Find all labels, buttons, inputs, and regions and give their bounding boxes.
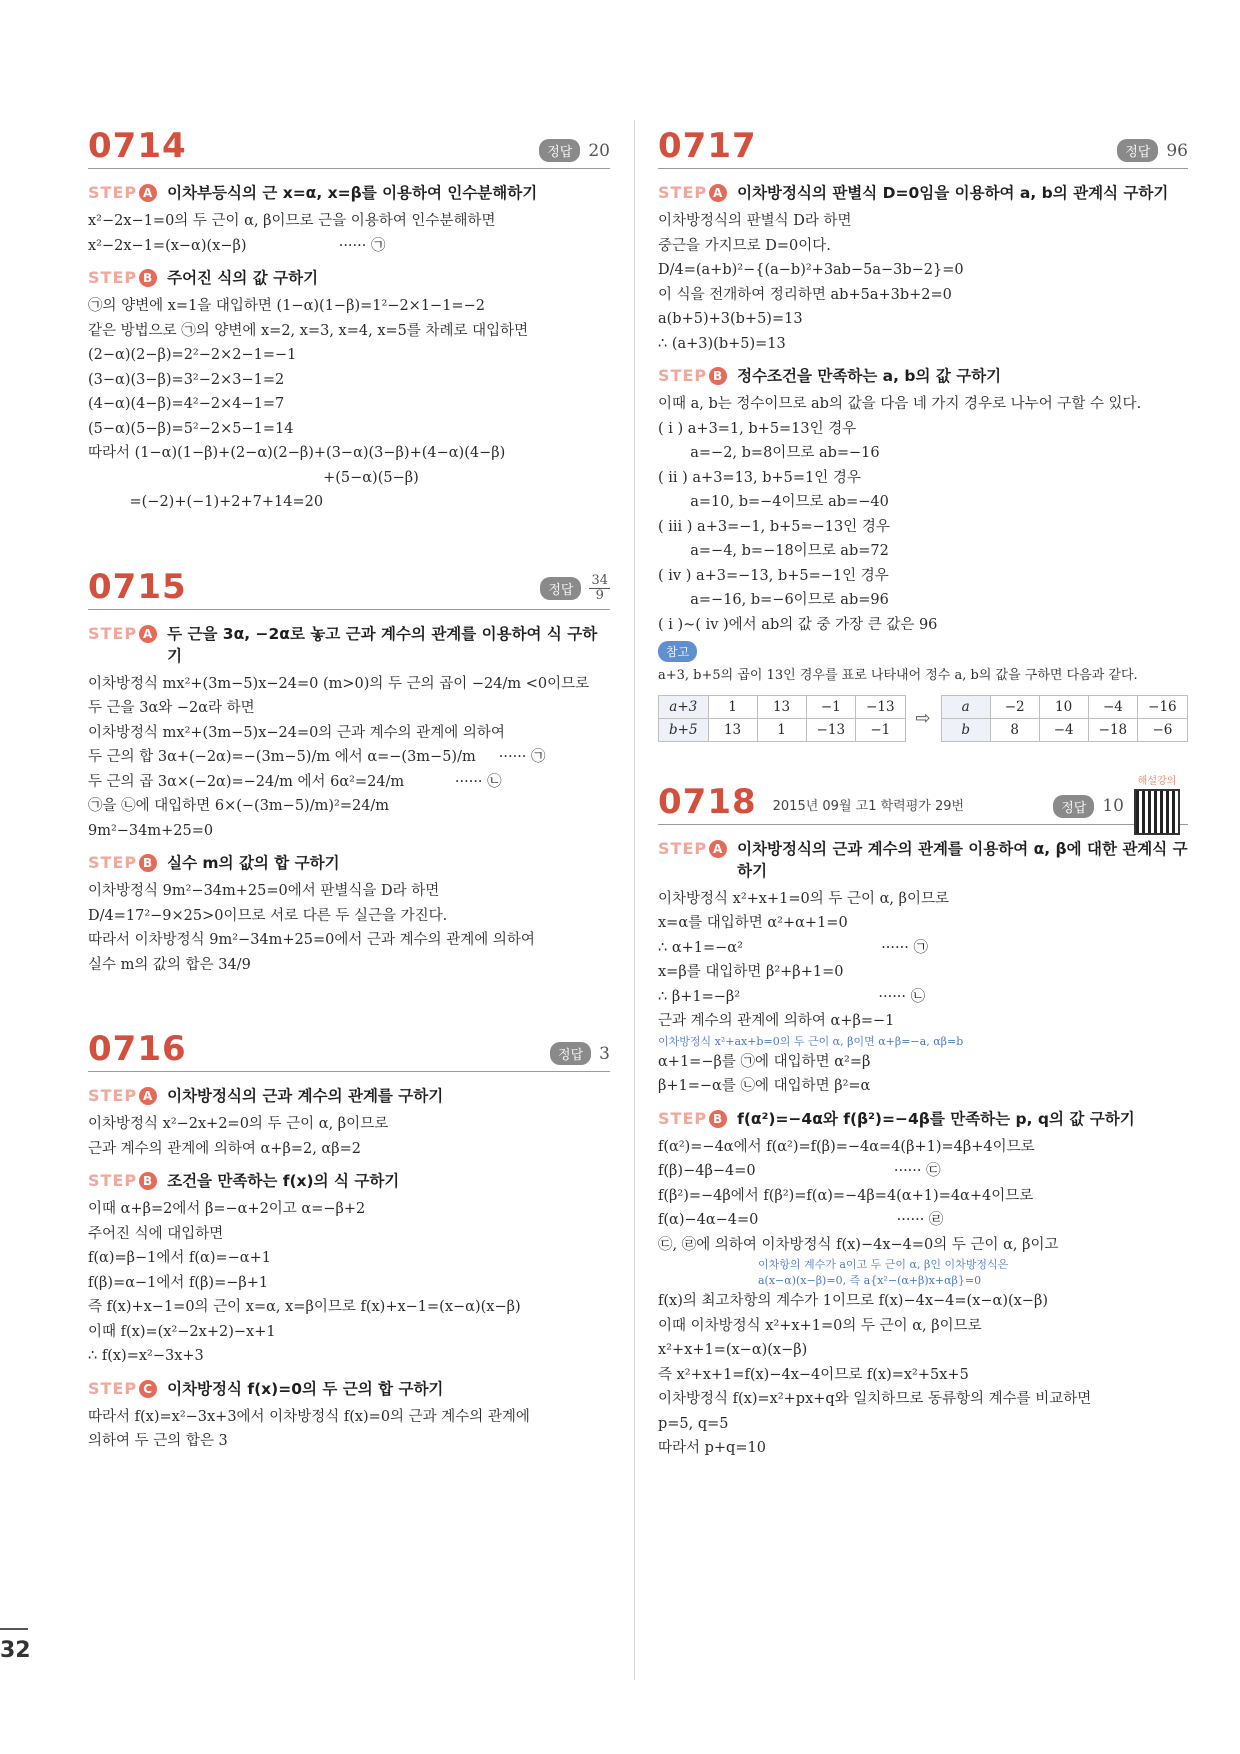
solution-line: 이때 α+β=2에서 β=−α+2이고 α=−β+2 <box>88 1201 366 1217</box>
solution-line: ∴ (a+3)(b+5)=13 <box>658 335 786 352</box>
table-cell: 1 <box>757 718 806 741</box>
table-cell: 10 <box>1039 695 1088 718</box>
solution-line: 실수 m의 값의 합은 34/9 <box>88 956 251 973</box>
solution-line: β+1=−α를 ㉡에 대입하면 β²=α <box>658 1078 871 1094</box>
solution-line: x²−2x−1=0의 두 근이 α, β이므로 근을 이용하여 인수분해하면 <box>88 213 496 229</box>
table-header-cell: a <box>941 695 990 718</box>
problem-number: 0717 <box>658 126 757 166</box>
problem-source: 2015년 09월 고1 학력평가 29번 <box>772 798 965 814</box>
step-label: STEP C <box>88 1379 157 1398</box>
solution-line: 근과 계수의 관계에 의하여 α+β=2, αβ=2 <box>88 1140 361 1157</box>
step-b-heading <box>658 364 1188 386</box>
solution-line: a(b+5)+3(b+5)=13 <box>658 311 803 327</box>
solution-line: 따라서 (1−α)(1−β)+(2−α)(2−β)+(3−α)(3−β)+(4−α)(4−β) <box>88 445 506 461</box>
problem-header <box>88 1031 610 1072</box>
table-cell: −6 <box>1138 718 1188 741</box>
step-label: STEP B <box>88 268 157 287</box>
solution-line: 이차방정식 mx²+(3m−5)x−24=0의 근과 계수의 관계에 의하여 <box>88 724 505 741</box>
solution-line: x=β를 대입하면 β²+β+1=0 <box>658 964 844 980</box>
note-badge: 참고 <box>658 641 697 662</box>
table-header-cell: b <box>941 718 990 741</box>
right-column <box>658 128 1188 1515</box>
solution-line: 따라서 f(x)=x²−3x+3에서 이차방정식 f(x)=0의 근과 계수의 관계에 <box>88 1408 530 1425</box>
solution-line: a=−16, b=−6이므로 ab=96 <box>658 592 889 608</box>
table-cell: −1 <box>856 718 906 741</box>
step-b-body <box>658 1135 1188 1461</box>
step-a-heading <box>88 622 610 666</box>
step-b-body <box>88 1197 610 1369</box>
table-header-cell: a+3 <box>659 695 709 718</box>
solution-line: ( i ) a+3=1, b+5=13인 경우 <box>658 420 857 437</box>
answer-badge: 정답 <box>1053 795 1094 818</box>
step-b-body <box>658 392 1188 637</box>
answer-value: 20 <box>588 140 610 161</box>
table-a3-b5 <box>658 695 906 742</box>
solution-line: (5−α)(5−β)=5²−2×5−1=14 <box>88 420 294 437</box>
table-cell: −4 <box>1039 718 1088 741</box>
solution-line: a=−2, b=8이므로 ab=−16 <box>658 445 880 461</box>
step-title: 이차방정식의 판별식 D=0임을 이용하여 a, b의 관계식 구하기 <box>737 184 1169 202</box>
table-cell: −18 <box>1088 718 1138 741</box>
solution-line: 주어진 식에 대입하면 <box>88 1225 224 1242</box>
step-title: f(α²)=−4α와 f(β²)=−4β를 만족하는 p, q의 값 구하기 <box>737 1109 1135 1128</box>
problem-number: 0716 <box>88 1029 187 1069</box>
step-title: 정수조건을 만족하는 a, b의 값 구하기 <box>737 367 1002 385</box>
step-a-heading <box>88 181 610 203</box>
step-a-body <box>88 209 610 258</box>
solution-line: 두 근의 합 3α+(−2α)=−(3m−5)/m 에서 α=−(3m−5)/m ······ ㉠ <box>88 749 546 765</box>
step-label: STEP A <box>88 1086 157 1105</box>
solution-line: f(β)=α−1에서 f(β)=−β+1 <box>88 1274 269 1291</box>
problem-0716 <box>88 1031 610 1454</box>
table-row <box>659 695 906 718</box>
solution-line: 중근을 가지므로 D=0이다. <box>658 237 831 254</box>
solution-line: ㉢, ㉣에 의하여 이차방정식 f(x)−4x−4=0의 두 근이 α, β이고 <box>658 1236 1059 1253</box>
problem-number: 0715 <box>88 566 187 607</box>
solution-line: a=10, b=−4이므로 ab=−40 <box>658 494 889 510</box>
step-b-heading <box>88 266 610 288</box>
table-cell: −4 <box>1088 695 1138 718</box>
solution-line: ( ii ) a+3=13, b+5=1인 경우 <box>658 469 861 486</box>
problem-0715 <box>88 566 610 978</box>
solution-line: p=5, q=5 <box>658 1415 729 1432</box>
table-cell: −13 <box>806 718 856 741</box>
answer-value: 10 <box>1102 796 1124 816</box>
table-cell: 8 <box>990 718 1039 741</box>
solution-line: 같은 방법으로 ㉠의 양변에 x=2, x=3, x=4, x=5를 차례로 대입하면 <box>88 322 529 339</box>
solution-line: ( i )~( iv )에서 ab의 값 중 가장 큰 값은 96 <box>658 616 938 633</box>
solution-line: (3−α)(3−β)=3²−2×3−1=2 <box>88 371 285 388</box>
answer-badge: 정답 <box>550 1042 591 1065</box>
solution-line: 이차방정식 9m²−34m+25=0에서 판별식을 D라 하면 <box>88 883 440 899</box>
problem-header <box>88 128 610 169</box>
solution-line: 이차방정식의 판별식 D라 하면 <box>658 213 852 229</box>
problem-0717 <box>658 128 1188 742</box>
solution-line: (4−α)(4−β)=4²−2×4−1=7 <box>88 396 285 412</box>
step-b-heading <box>658 1107 1188 1129</box>
table-cell: −2 <box>990 695 1039 718</box>
denominator: 9 <box>595 587 604 603</box>
problem-header <box>658 128 1188 169</box>
answer-badge: 정답 <box>539 139 580 162</box>
table-row <box>941 695 1187 718</box>
note-text: a+3, b+5의 곱이 13인 경우를 표로 나타내어 정수 a, b의 값을 구하면 다음과 같다. <box>658 668 1138 683</box>
solution-line: a=−4, b=−18이므로 ab=72 <box>658 543 889 559</box>
answer-value: 3 <box>599 1043 610 1064</box>
step-a-heading <box>658 837 1188 881</box>
solution-line: x²−2x−1=(x−α)(x−β) ······ ㉠ <box>88 237 386 254</box>
solution-line: f(β²)=−4β에서 f(β²)=f(α)=−4β=4(α+1)=4α+4이므로 <box>658 1187 1034 1204</box>
solution-line: 즉 f(x)+x−1=0의 근이 x=α, x=β이므로 f(x)+x−1=(x−α)(x−β) <box>88 1299 521 1315</box>
solution-line: f(β)−4β−4=0 ······ ㉢ <box>658 1163 941 1179</box>
step-label: STEP A <box>88 183 157 202</box>
answer-badge: 정답 <box>540 577 581 600</box>
table-cell: −16 <box>1138 695 1188 718</box>
table-header-cell: b+5 <box>659 718 709 741</box>
step-title: 이차방정식의 근과 계수의 관계를 이용하여 α, β에 대한 관계식 구하기 <box>737 839 1188 880</box>
step-b-body <box>88 294 610 515</box>
step-title: 주어진 식의 값 구하기 <box>167 269 319 287</box>
step-label: STEP A <box>658 183 727 202</box>
step-a-body <box>88 1112 610 1161</box>
side-note: a(x−α)(x−β)=0, 즉 a{x²−(α+β)x+αβ}=0 <box>758 1274 982 1287</box>
step-title: 조건을 만족하는 f(x)의 식 구하기 <box>167 1172 400 1190</box>
answer <box>1053 795 1124 818</box>
solution-line: 두 근의 곱 3α×(−2α)=−24/m 에서 6α²=24/m ······ ㉡ <box>88 773 502 790</box>
step-title: 두 근을 3α, −2α로 놓고 근과 계수의 관계를 이용하여 식 구하기 <box>167 624 598 665</box>
step-a-body <box>658 887 1188 1099</box>
problem-0714 <box>88 128 610 515</box>
solution-line: ∴ f(x)=x²−3x+3 <box>88 1348 204 1364</box>
problem-number: 0718 <box>658 781 757 822</box>
solution-line: ㉠을 ㉡에 대입하면 6×(−(3m−5)/m)²=24/m <box>88 798 390 814</box>
table-row <box>941 718 1187 741</box>
answer-fraction <box>589 574 610 603</box>
solution-line: 이차방정식 x²+x+1=0의 두 근이 α, β이므로 <box>658 890 949 907</box>
step-title: 이차방정식 f(x)=0의 두 근의 합 구하기 <box>167 1379 444 1398</box>
solution-line: 9m²−34m+25=0 <box>88 822 214 839</box>
table-cell: 13 <box>757 695 806 718</box>
solution-line: f(α)−4α−4=0 ······ ㉣ <box>658 1212 944 1228</box>
solution-line: 이때 이차방정식 x²+x+1=0의 두 근이 α, β이므로 <box>658 1317 982 1334</box>
solution-line: 이차방정식 f(x)=x²+px+q와 일치하므로 동류항의 계수를 비교하면 <box>658 1391 1092 1407</box>
answer <box>540 574 610 603</box>
problem-0718 <box>658 775 1188 1461</box>
arrow-icon: ⇨ <box>915 707 931 729</box>
solution-line: =(−2)+(−1)+2+7+14=20 <box>88 494 324 510</box>
solution-line: α+1=−β를 ㉠에 대입하면 α²=β <box>658 1053 871 1070</box>
table-cell: 13 <box>708 718 757 741</box>
solution-line: 두 근을 3α와 −2α라 하면 <box>88 700 255 716</box>
step-c-body <box>88 1405 610 1454</box>
answer <box>1117 139 1188 162</box>
step-title: 이차방정식의 근과 계수의 관계를 구하기 <box>167 1087 444 1105</box>
step-c-heading <box>88 1377 610 1399</box>
table-a-b <box>941 695 1188 742</box>
left-column <box>88 128 610 1508</box>
value-tables <box>658 695 1188 742</box>
step-a-heading <box>88 1084 610 1106</box>
problem-number: 0714 <box>88 126 187 166</box>
solution-line: f(α)=β−1에서 f(α)=−α+1 <box>88 1250 271 1266</box>
solution-line: D/4=17²−9×25>0이므로 서로 다른 두 실근을 가진다. <box>88 907 448 924</box>
column-divider <box>634 120 635 1680</box>
step-a-body <box>658 209 1188 356</box>
solution-line: 의하여 두 근의 합은 3 <box>88 1433 228 1449</box>
step-label: STEP B <box>658 1109 727 1128</box>
solution-line: 근과 계수의 관계에 의하여 α+β=−1 <box>658 1013 895 1029</box>
answer <box>550 1042 610 1065</box>
solution-line: f(x)의 최고차항의 계수가 1이므로 f(x)−4x−4=(x−α)(x−β) <box>658 1293 1048 1309</box>
page-number-bar <box>0 1628 28 1630</box>
page-number: 32 <box>0 1638 31 1663</box>
table-row <box>659 718 906 741</box>
side-note: 이차항의 계수가 a이고 두 근이 α, β인 이차방정식은 <box>758 1258 1009 1271</box>
step-title: 이차부등식의 근 x=α, x=β를 이용하여 인수분해하기 <box>167 184 538 202</box>
step-a-body <box>88 672 610 844</box>
solution-line: ∴ β+1=−β² ······ ㉡ <box>658 988 926 1005</box>
qr-label: 해설강의 <box>1137 775 1177 787</box>
step-a-heading <box>658 181 1188 203</box>
solution-line: ∴ α+1=−α² ······ ㉠ <box>658 939 928 956</box>
problem-header <box>88 566 610 610</box>
solution-line: f(α²)=−4α에서 f(α²)=f(β)=−4α=4(β+1)=4β+4이므로 <box>658 1138 1035 1155</box>
solution-line: x²+x+1=(x−α)(x−β) <box>658 1342 808 1358</box>
solution-line: D/4=(a+b)²−{(a−b)²+3ab−5a−3b−2}=0 <box>658 262 964 278</box>
answer-badge: 정답 <box>1117 139 1158 162</box>
solution-line: x=α를 대입하면 α²+α+1=0 <box>658 915 848 931</box>
solution-line: ( iii ) a+3=−1, b+5=−13인 경우 <box>658 518 890 535</box>
solution-line: (2−α)(2−β)=2²−2×2−1=−1 <box>88 347 297 363</box>
step-label: STEP A <box>658 839 727 858</box>
qr-code-icon <box>1134 789 1180 835</box>
solution-line: ( iv ) a+3=−13, b+5=−1인 경우 <box>658 567 889 584</box>
step-label: STEP B <box>658 366 727 385</box>
step-label: STEP B <box>88 853 157 872</box>
solution-line: ㉠의 양변에 x=1을 대입하면 (1−α)(1−β)=1²−2×1−1=−2 <box>88 298 485 314</box>
answer-value: 96 <box>1166 140 1188 161</box>
step-label: STEP A <box>88 624 157 643</box>
solution-line: 이때 f(x)=(x²−2x+2)−x+1 <box>88 1323 276 1340</box>
side-note: 이차방정식 x²+ax+b=0의 두 근이 α, β이면 α+β=−a, αβ=b <box>658 1034 964 1048</box>
table-cell: 1 <box>708 695 757 718</box>
step-title: 실수 m의 값의 합 구하기 <box>167 854 340 872</box>
step-label: STEP B <box>88 1171 157 1190</box>
solution-line: 따라서 p+q=10 <box>658 1440 766 1456</box>
table-cell: −13 <box>856 695 906 718</box>
solution-line: 이차방정식 x²−2x+2=0의 두 근이 α, β이므로 <box>88 1116 389 1132</box>
solution-line: 이때 a, b는 정수이므로 ab의 값을 다음 네 가지 경우로 나누어 구할 수 있다. <box>658 396 1142 412</box>
solution-line: +(5−α)(5−β) <box>88 469 419 486</box>
step-b-heading <box>88 1169 610 1191</box>
solution-line: 따라서 이차방정식 9m²−34m+25=0에서 근과 계수의 관계에 의하여 <box>88 932 535 948</box>
numerator: 34 <box>591 572 608 588</box>
solution-line: 즉 x²+x+1=f(x)−4x−4이므로 f(x)=x²+5x+5 <box>658 1366 969 1383</box>
step-b-heading <box>88 851 610 873</box>
solution-line: 이 식을 전개하여 정리하면 ab+5a+3b+2=0 <box>658 286 952 303</box>
qr-code[interactable] <box>1130 772 1184 835</box>
table-cell: −1 <box>806 695 856 718</box>
solution-line: 이차방정식 mx²+(3m−5)x−24=0 (m>0)의 두 근의 곱이 −24/m <0이므로 <box>88 675 590 692</box>
answer <box>539 139 610 162</box>
step-b-body <box>88 879 610 977</box>
